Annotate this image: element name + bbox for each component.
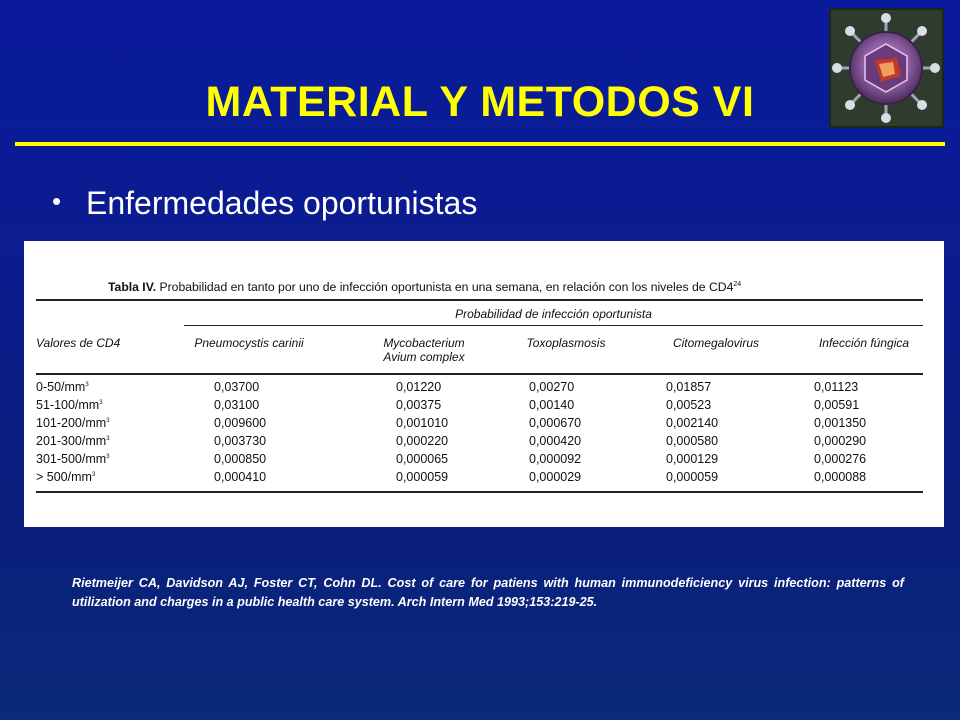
table-caption-sup: 24 (733, 280, 742, 288)
table-cell: 0,000065 (396, 452, 449, 466)
title-underline (15, 142, 945, 146)
table-top-rule (36, 299, 923, 301)
table-cell: 0,00523 (666, 398, 712, 412)
table-cell: 0,000850 (214, 452, 267, 466)
table-cell: 0,000129 (666, 452, 719, 466)
col-header-infeccion-fungica: Infección fúngica (818, 336, 910, 350)
row-label: $201-300/mm^3$ (36, 434, 110, 448)
table-cell: 0,000410 (214, 470, 267, 484)
table-cell: 0,009600 (214, 416, 267, 430)
header-bottom-rule (36, 373, 923, 375)
col-header-pneumocystis: Pneumocystis carinii (194, 336, 304, 350)
col-header-mycobacterium-line1: Mycobacterium (383, 336, 465, 350)
cd4-probability-table (24, 241, 944, 527)
table-cell: 0,000276 (814, 452, 867, 466)
table-cell: 0,00591 (814, 398, 860, 412)
table-cell: 0,01220 (396, 380, 442, 394)
table-cell: 0,01123 (814, 380, 859, 394)
table-cell: 0,000220 (396, 434, 449, 448)
table-cell: 0,000580 (666, 434, 719, 448)
row-header: Valores de CD4 (36, 336, 121, 350)
table-cell: 0,000670 (529, 416, 582, 430)
bullet-item (52, 185, 477, 222)
table-caption-text: Probabilidad en tanto por uno de infección oportunista en una semana, en relación con los niveles de CD4 (156, 280, 734, 294)
table-cell: 0,002140 (666, 416, 719, 430)
table-caption-label: Tabla IV. (108, 280, 157, 294)
row-label: > $500/mm^3$ (36, 470, 96, 484)
table-cell: 0,01857 (666, 380, 712, 394)
reference-citation: Rietmeijer CA, Davidson AJ, Foster CT, Cohn DL. Cost of care for patiens with human immunodeficiency virus infection: patterns of utilization and charges in a public health care system. Arch Intern Med 1993;153:219-25. (72, 576, 904, 609)
table-cell: 0,000059 (396, 470, 449, 484)
col-header-mycobacterium (354, 336, 494, 364)
table-caption (108, 280, 741, 294)
table-cell: 0,001350 (814, 416, 867, 430)
row-label: $301-500/mm^3$ (36, 452, 110, 466)
table-cell: 0,000059 (666, 470, 719, 484)
col-header-citomegalovirus: Citomegalovirus (672, 336, 760, 350)
table-cell: 0,00140 (529, 398, 575, 412)
table-cell: 0,000290 (814, 434, 867, 448)
group-header: Probabilidad de infección oportunista (455, 307, 652, 321)
col-header-mycobacterium-line2: Avium complex (383, 350, 465, 364)
table-cell: 0,000092 (529, 452, 582, 466)
table-cell: 0,03100 (214, 398, 260, 412)
row-label: $51-100/mm^3$ (36, 398, 103, 412)
table-cell: 0,001010 (396, 416, 449, 430)
bullet-text: Enfermedades oportunistas (86, 185, 478, 221)
group-header-rule (184, 325, 923, 326)
table-cell: 0,00270 (529, 380, 575, 394)
table-bottom-rule (36, 491, 923, 493)
table-cell: 0,003730 (214, 434, 267, 448)
table-cell: 0,03700 (214, 380, 260, 394)
slide-title: MATERIAL Y METODOS VI (205, 78, 755, 126)
row-label: $101-200/mm^3$ (36, 416, 110, 430)
table-cell: 0,000088 (814, 470, 867, 484)
row-label: $0-50/mm^3$ (36, 380, 89, 394)
table-cell: 0,000420 (529, 434, 582, 448)
table-cell: 0,00375 (396, 398, 442, 412)
col-header-toxoplasmosis: Toxoplasmosis (526, 336, 606, 350)
bullet-dot-icon: • (52, 186, 62, 216)
table-cell: 0,000029 (529, 470, 582, 484)
